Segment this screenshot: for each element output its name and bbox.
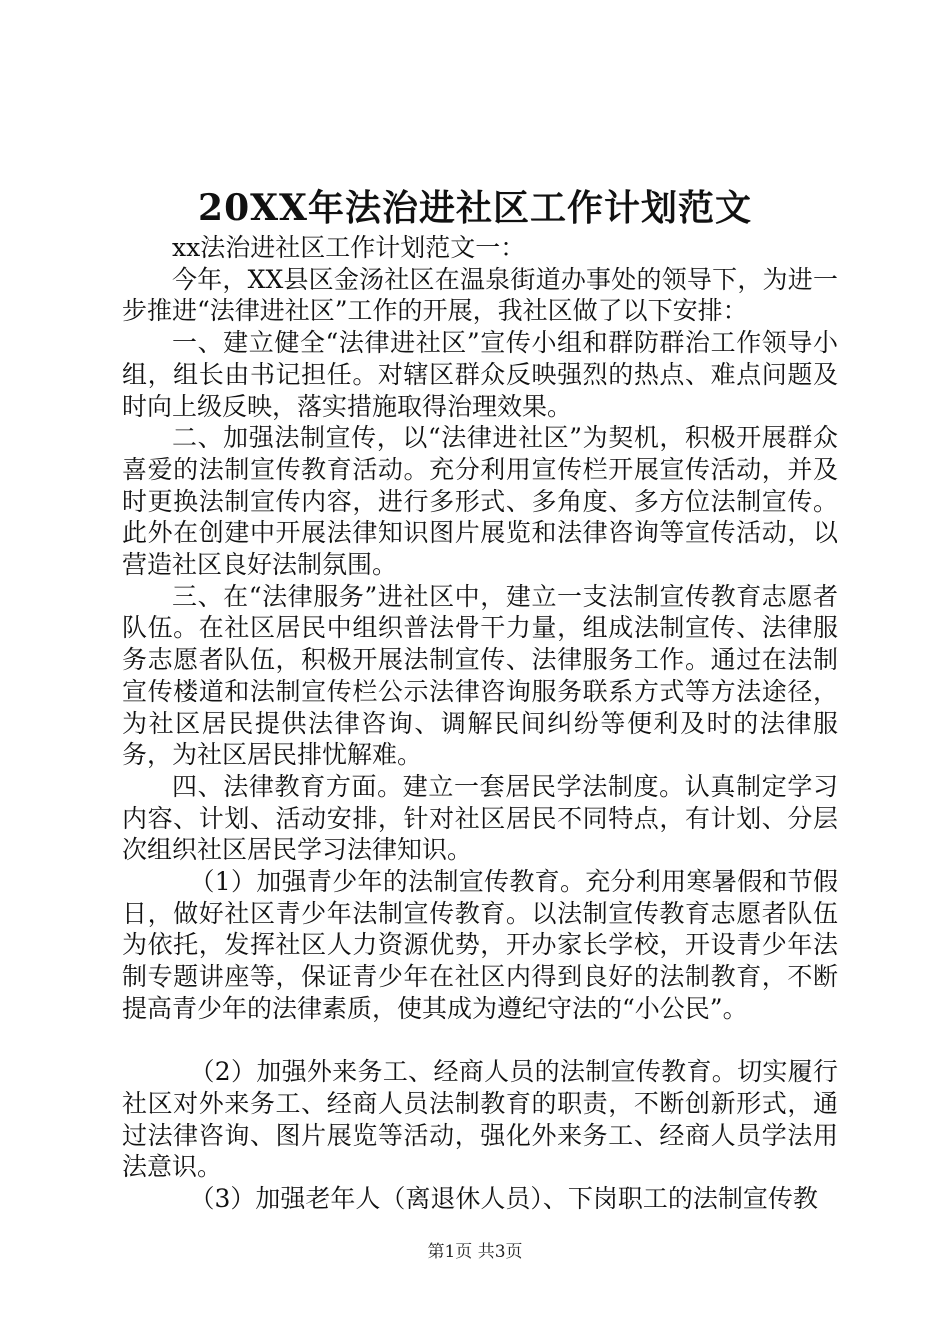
page-footer: 第1页 共3页 — [427, 1242, 523, 1262]
document-body — [122, 232, 838, 1215]
paragraph: （1）加强青少年的法制宣传教育。充分利用寒暑假和节假日，做好社区青少年法制宣传教育。以法制宣传教育志愿者队伍为依托，发挥社区人力资源优势，开办家长学校，开设青少年法制专题讲座等，保证青少年在社区内得到良好的法制教育，不断提高青少年的法律素质，使其成为遵纪守法的“小公民”。 — [122, 867, 838, 1023]
paragraph: 今年，XX县区金汤社区在温泉街道办事处的领导下，为进一步推进“法律进社区”工作的开展，我社区做了以下安排： — [122, 264, 838, 326]
paragraph: 二、加强法制宣传，以“法律进社区”为契机，积极开展群众喜爱的法制宣传教育活动。充分利用宣传栏开展宣传活动，并及时更换法制宣传内容，进行多形式、多角度、多方位法制宣传。此外在创建中开展法律知识图片展览和法律咨询等宣传活动，以营造社区良好法制氛围。 — [122, 423, 838, 580]
paragraph-gap — [122, 1025, 838, 1057]
paragraph: xx法治进社区工作计划范文一： — [172, 233, 526, 262]
paragraph: （3）加强老年人（离退休人员）、下岗职工的法制宣传教 — [189, 1184, 818, 1214]
document-title: 20XX年法治进社区工作计划范文 — [198, 187, 752, 229]
paragraph: 四、法律教育方面。建立一套居民学法制度。认真制定学习内容、计划、活动安排，针对社区居民不同特点，有计划、分层次组织社区居民学习法律知识。 — [122, 771, 838, 865]
paragraph: 三、在“法律服务”进社区中，建立一支法制宣传教育志愿者队伍。在社区居民中组织普法骨干力量，组成法制宣传、法律服务志愿者队伍，积极开展法制宣传、法律服务工作。通过在法制宣传楼道和法制宣传栏公示法律咨询服务联系方式等方法途径，为社区居民提供法律咨询、调解民间纠纷等便利及时的法律服务，为社区居民排忧解难。 — [122, 581, 838, 770]
paragraph: （2）加强外来务工、经商人员的法制宣传教育。切实履行社区对外来务工、经商人员法制教育的职责，不断创新形式，通过法律咨询、图片展览等活动，强化外来务工、经商人员学法用法意识。 — [122, 1057, 838, 1182]
paragraph: 一、建立健全“法律进社区”宣传小组和群防群治工作领导小组，组长由书记担任。对辖区群众反映强烈的热点、难点问题及时向上级反映，落实措施取得治理效果。 — [122, 328, 838, 421]
